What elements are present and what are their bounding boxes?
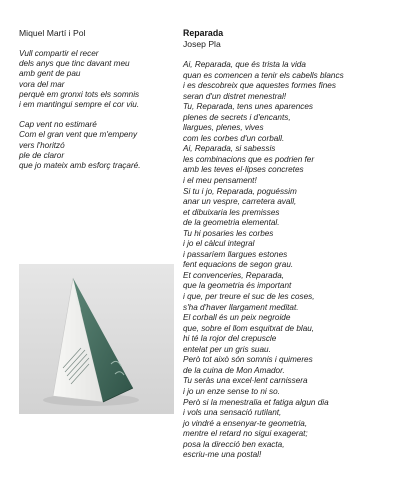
verse-line: hi té la rojor del crepuscle: [183, 334, 277, 344]
verse-line: mentre el retard no sigui exagerat;: [183, 429, 308, 439]
verse-line: vora del mar: [19, 79, 65, 89]
verse-line: Et convenceries, Reparada,: [183, 270, 285, 280]
verse-line: entelat per un gris suau.: [183, 344, 271, 354]
poem-title: Reparada: [183, 28, 224, 38]
verse-line: i el meu pensament!: [183, 176, 257, 186]
folded-card-illustration: [19, 264, 174, 414]
verse-line: Tu seràs una excel·lent carnissera: [183, 376, 308, 386]
verse-line: les combinacions que es podrien fer: [183, 154, 315, 164]
verse-line: i em mantingui sempre el cor viu.: [19, 100, 140, 110]
verse-line: i jo el càlcul integral: [183, 239, 255, 249]
verse-line: posa la direcció ben exacta,: [183, 439, 285, 449]
poem-body: [183, 60, 395, 461]
verse-line: amb les teves el·lipses concretes: [183, 165, 304, 175]
verse-line: de la geometria elemental.: [183, 218, 280, 228]
verse-line: que la geometria és important: [183, 281, 292, 291]
verse-line: anar un vespre, carretera avall,: [183, 197, 297, 207]
stanza-1: [19, 49, 189, 110]
left-column: [19, 28, 189, 181]
verse-line: jo vindré a ensenyar-te geometria,: [183, 418, 308, 428]
verse-line: ple de claror: [19, 150, 65, 160]
verse-line: Però si la menestralia et fatiga algun dia: [183, 397, 329, 407]
verse-line: vers l'horitzó: [19, 140, 65, 150]
verse-line: que, sobre el llom esquitxat de blau,: [183, 323, 315, 333]
right-column: [183, 28, 395, 461]
verse-line: El corball és un peix negroide: [183, 313, 291, 323]
verse-line: i passaríem llargues estones: [183, 249, 288, 259]
verse-line: Tu, Reparada, tens unes aparences: [183, 102, 314, 112]
verse-line: fent equacions de segon grau.: [183, 260, 294, 270]
verse-line: Ai, Reparada, que és trista la vida: [183, 60, 306, 69]
verse-line: et dibuixaria les premisses: [183, 207, 280, 217]
verse-line: Cap vent no estimaré: [19, 120, 97, 130]
verse-line: Però tot això són somnis i quimeres: [183, 355, 313, 365]
verse-line: de la cuina de Mon Amador.: [183, 365, 285, 375]
verse-line: i jo un enze sense to ni so.: [183, 386, 280, 396]
verse-line: com les corbes d'un corball.: [183, 133, 285, 143]
verse-line: escriu-me una postal!: [183, 450, 262, 460]
verse-line: Ai, Reparada, si sabessis: [183, 144, 276, 154]
verse-line: que jo mateix amb esforç traçaré.: [19, 161, 141, 171]
verse-line: s'ha d'haver llargament meditat.: [183, 302, 299, 312]
verse-line: Vull compartir el recer: [19, 49, 99, 58]
verse-line: dels anys que tinc davant meu: [19, 59, 130, 69]
poem-author: Josep Pla: [183, 39, 221, 49]
verse-line: llargues, plenes, vives: [183, 123, 264, 133]
verse-line: plenes de secrets i d'encants,: [183, 112, 291, 122]
verse-line: perquè em gronxi tots els somnis: [19, 89, 140, 99]
verse-line: amb gent de pau: [19, 69, 81, 79]
verse-line: i vols una sensació rutilant,: [183, 408, 282, 418]
verse-line: i es descobreix que aquestes formes fines: [183, 81, 336, 91]
verse-line: Si tu i jo, Reparada, poguéssim: [183, 186, 297, 196]
left-poem-author: Miquel Martí i Pol: [19, 28, 86, 38]
verse-line: i que, per treure el suc de les coses,: [183, 292, 315, 302]
verse-line: seran d'un distret menestral!: [183, 91, 287, 101]
verse-line: Com el gran vent que m'empeny: [19, 130, 138, 140]
verse-line: Tu hi posaries les corbes: [183, 228, 274, 238]
stanza-2: [19, 120, 189, 171]
folded-card-photo: [19, 264, 174, 414]
verse-line: quan es comencen a tenir els cabells blancs: [183, 70, 344, 80]
